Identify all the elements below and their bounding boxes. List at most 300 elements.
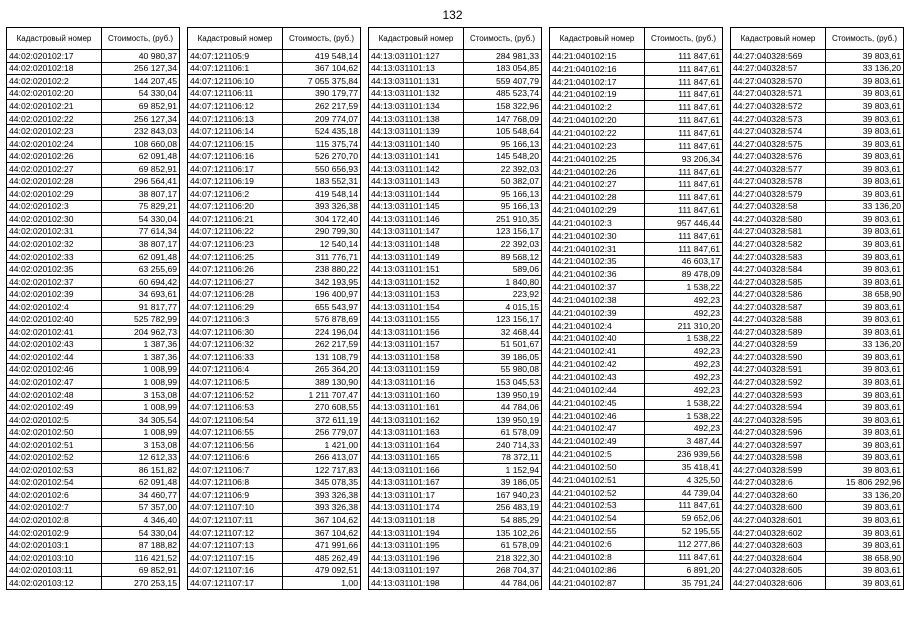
- table-row: [7, 363, 180, 376]
- table-row: [731, 288, 904, 301]
- table-row: [550, 281, 723, 294]
- cadastral-number-cell: 44:21:040102:23: [550, 139, 645, 152]
- cost-cell: 1 008,99: [102, 363, 180, 376]
- cost-cell: 39 803,61: [826, 225, 904, 238]
- table-row: [550, 50, 723, 63]
- table-row: [188, 564, 361, 577]
- cost-cell: 389 130,90: [283, 376, 361, 389]
- cost-cell: 3 487,44: [645, 435, 723, 448]
- table-row: [369, 501, 542, 514]
- table-row: [731, 526, 904, 539]
- table-row: [369, 150, 542, 163]
- cost-cell: 311 776,71: [283, 250, 361, 263]
- table-row: [188, 263, 361, 276]
- cadastral-number-cell: 44:02:020102:37: [7, 275, 102, 288]
- cost-cell: 33 136,20: [826, 62, 904, 75]
- cost-cell: 4 325,50: [645, 473, 723, 486]
- cost-cell: 39 803,61: [826, 188, 904, 201]
- cost-cell: 1 538,22: [645, 409, 723, 422]
- table-row: [550, 319, 723, 332]
- cadastral-number-cell: 44:13:031101:162: [369, 413, 464, 426]
- table-row: [188, 137, 361, 150]
- cadastral-number-cell: 44:13:031101:166: [369, 464, 464, 477]
- cost-cell: 69 852,91: [102, 564, 180, 577]
- cost-cell: 345 078,35: [283, 476, 361, 489]
- cadastral-number-cell: 44:27:040328:572: [731, 100, 826, 113]
- cadastral-number-cell: 44:07:121106:9: [188, 489, 283, 502]
- cost-cell: 78 372,11: [464, 451, 542, 464]
- cost-cell: 262 217,59: [283, 100, 361, 113]
- cadastral-number-cell: 44:07:121107:13: [188, 539, 283, 552]
- table-row: [731, 489, 904, 502]
- table-row: [731, 175, 904, 188]
- cadastral-number-cell: 44:02:020102:41: [7, 326, 102, 339]
- cost-cell: 111 847,61: [645, 62, 723, 75]
- cost-cell: 393 326,38: [283, 200, 361, 213]
- cost-cell: 39 803,61: [826, 413, 904, 426]
- table-row: [369, 576, 542, 589]
- table-row: [550, 550, 723, 563]
- table-row: [550, 114, 723, 127]
- table-row: [550, 512, 723, 525]
- cadastral-number-cell: 44:27:040328:569: [731, 50, 826, 63]
- cadastral-number-cell: 44:27:040328:57: [731, 62, 826, 75]
- cost-cell: 57 357,00: [102, 501, 180, 514]
- table-row: [731, 564, 904, 577]
- cadastral-number-cell: 44:13:031101:154: [369, 300, 464, 313]
- cadastral-number-cell: 44:27:040328:59: [731, 338, 826, 351]
- cost-cell: 479 092,51: [283, 564, 361, 577]
- cost-cell: 1 211 707,47: [283, 388, 361, 401]
- cost-cell: 183 054,85: [464, 62, 542, 75]
- cadastral-number-cell: 44:27:040328:592: [731, 376, 826, 389]
- table-row: [550, 525, 723, 538]
- table-row: [7, 376, 180, 389]
- table-row: [369, 539, 542, 552]
- table-row: [731, 75, 904, 88]
- cost-cell: 105 548,64: [464, 125, 542, 138]
- table-row: [369, 401, 542, 414]
- table-row: [188, 162, 361, 175]
- cost-cell: 139 950,19: [464, 413, 542, 426]
- cadastral-number-header: Кадастровый номер: [550, 28, 645, 50]
- table-row: [550, 486, 723, 499]
- cost-cell: 290 799,30: [283, 225, 361, 238]
- cadastral-number-cell: 44:07:121106:52: [188, 388, 283, 401]
- table-row: [731, 87, 904, 100]
- cadastral-number-cell: 44:21:040102:6: [550, 538, 645, 551]
- cadastral-number-cell: 44:13:031101:145: [369, 200, 464, 213]
- cadastral-number-cell: 44:21:040102:30: [550, 229, 645, 242]
- cost-cell: 218 322,30: [464, 551, 542, 564]
- cadastral-number-cell: 44:07:121106:12: [188, 100, 283, 113]
- cost-cell: 204 962,73: [102, 326, 180, 339]
- cadastral-number-cell: 44:13:031101:134: [369, 100, 464, 113]
- cadastral-number-cell: 44:21:040102:42: [550, 358, 645, 371]
- cadastral-number-cell: 44:07:121106:53: [188, 401, 283, 414]
- table-row: [731, 200, 904, 213]
- table-row: [550, 294, 723, 307]
- cadastral-number-cell: 44:21:040102:86: [550, 563, 645, 576]
- table-row: [731, 162, 904, 175]
- cadastral-number-cell: 44:27:040328:589: [731, 326, 826, 339]
- table-header-row: [369, 28, 542, 50]
- cost-cell: 93 206,34: [645, 152, 723, 165]
- cost-cell: 559 407,79: [464, 75, 542, 88]
- cadastral-number-cell: 44:21:040102:45: [550, 396, 645, 409]
- cost-cell: 38 807,17: [102, 238, 180, 251]
- cadastral-number-cell: 44:02:020102:2: [7, 75, 102, 88]
- table-row: [188, 62, 361, 75]
- cadastral-number-cell: 44:02:020102:6: [7, 489, 102, 502]
- cost-cell: 22 392,03: [464, 238, 542, 251]
- cadastral-number-cell: 44:02:020102:40: [7, 313, 102, 326]
- table-row: [731, 188, 904, 201]
- cadastral-number-cell: 44:21:040102:37: [550, 281, 645, 294]
- cost-cell: 268 704,37: [464, 564, 542, 577]
- table-row: [7, 326, 180, 339]
- cost-cell: 39 803,61: [826, 100, 904, 113]
- cadastral-number-cell: 44:27:040328:594: [731, 401, 826, 414]
- table-row: [369, 376, 542, 389]
- cost-cell: 39 803,61: [826, 50, 904, 63]
- cadastral-number-cell: 44:13:031101:155: [369, 313, 464, 326]
- cost-cell: 39 803,61: [826, 162, 904, 175]
- cost-cell: 39 803,61: [826, 388, 904, 401]
- table-row: [731, 50, 904, 63]
- cost-cell: 419 548,14: [283, 50, 361, 63]
- cost-cell: 112 277,86: [645, 538, 723, 551]
- cost-cell: 108 660,08: [102, 137, 180, 150]
- table-row: [731, 464, 904, 477]
- cadastral-number-cell: 44:13:031101:146: [369, 213, 464, 226]
- cost-cell: 135 102,26: [464, 526, 542, 539]
- cost-cell: 485 523,74: [464, 87, 542, 100]
- table-row: [188, 489, 361, 502]
- cadastral-number-cell: 44:21:040102:25: [550, 152, 645, 165]
- cost-cell: 54 330,04: [102, 526, 180, 539]
- table-row: [188, 501, 361, 514]
- cadastral-number-cell: 44:21:040102:53: [550, 499, 645, 512]
- table-row: [731, 112, 904, 125]
- table-row: [188, 50, 361, 63]
- cost-cell: 39 803,61: [826, 539, 904, 552]
- cadastral-number-cell: 44:02:020102:35: [7, 263, 102, 276]
- cost-cell: 256 127,34: [102, 62, 180, 75]
- cost-cell: 372 611,19: [283, 413, 361, 426]
- table-row: [188, 576, 361, 589]
- table-row: [7, 275, 180, 288]
- table-row: [550, 127, 723, 140]
- cost-cell: 3 153,08: [102, 388, 180, 401]
- table-row: [550, 448, 723, 461]
- cost-cell: 38 658,90: [826, 551, 904, 564]
- cost-cell: 39 803,61: [826, 351, 904, 364]
- table-row: [188, 401, 361, 414]
- table-row: [7, 175, 180, 188]
- cadastral-number-cell: 44:07:121106:16: [188, 150, 283, 163]
- cost-cell: 270 608,55: [283, 401, 361, 414]
- cost-cell: 1 152,94: [464, 464, 542, 477]
- cadastral-number-cell: 44:27:040328:571: [731, 87, 826, 100]
- table-row: [369, 363, 542, 376]
- cost-cell: 111 847,61: [645, 75, 723, 88]
- cadastral-number-cell: 44:21:040102:16: [550, 62, 645, 75]
- cadastral-table-4: [549, 27, 723, 590]
- table-row: [550, 371, 723, 384]
- cost-cell: 54 330,04: [102, 87, 180, 100]
- cost-cell: 111 847,61: [645, 191, 723, 204]
- cadastral-number-cell: 44:02:020102:54: [7, 476, 102, 489]
- table-row: [7, 564, 180, 577]
- cost-cell: 492,23: [645, 371, 723, 384]
- table-row: [369, 100, 542, 113]
- cadastral-number-cell: 44:27:040328:60: [731, 489, 826, 502]
- table-row: [188, 514, 361, 527]
- cost-cell: 111 847,61: [645, 139, 723, 152]
- cadastral-number-cell: 44:07:121105:9: [188, 50, 283, 63]
- cadastral-number-cell: 44:27:040328:606: [731, 576, 826, 589]
- cost-cell: 44 739,04: [645, 486, 723, 499]
- table-row: [731, 213, 904, 226]
- cadastral-number-cell: 44:07:121106:54: [188, 413, 283, 426]
- cost-cell: 367 104,62: [283, 62, 361, 75]
- table-row: [188, 351, 361, 364]
- cost-cell: 34 305,54: [102, 413, 180, 426]
- cadastral-number-cell: 44:21:040102:20: [550, 114, 645, 127]
- table-row: [369, 451, 542, 464]
- cost-cell: 111 847,61: [645, 114, 723, 127]
- cadastral-number-cell: 44:07:121106:56: [188, 438, 283, 451]
- cost-cell: 39 803,61: [826, 175, 904, 188]
- table-row: [7, 238, 180, 251]
- table-row: [7, 551, 180, 564]
- cadastral-number-cell: 44:13:031101:159: [369, 363, 464, 376]
- cost-cell: 223,92: [464, 288, 542, 301]
- cost-cell: 1 421,00: [283, 438, 361, 451]
- cadastral-number-cell: 44:02:020102:26: [7, 150, 102, 163]
- cadastral-number-cell: 44:21:040102:2: [550, 101, 645, 114]
- table-row: [369, 526, 542, 539]
- cost-cell: 1 538,22: [645, 396, 723, 409]
- table-row: [369, 225, 542, 238]
- cost-cell: 144 207,45: [102, 75, 180, 88]
- table-row: [550, 229, 723, 242]
- cadastral-number-cell: 44:02:020102:32: [7, 238, 102, 251]
- cost-cell: 6 891,20: [645, 563, 723, 576]
- table-row: [369, 413, 542, 426]
- cadastral-number-cell: 44:13:031101:160: [369, 388, 464, 401]
- cadastral-number-cell: 44:07:121106:22: [188, 225, 283, 238]
- cadastral-number-cell: 44:21:040102:87: [550, 576, 645, 589]
- table-row: [731, 263, 904, 276]
- cost-cell: 111 847,61: [645, 88, 723, 101]
- table-row: [550, 435, 723, 448]
- cadastral-number-cell: 44:27:040328:600: [731, 501, 826, 514]
- cadastral-number-cell: 44:13:031101:140: [369, 137, 464, 150]
- cost-cell: 39 803,61: [826, 137, 904, 150]
- table-row: [188, 539, 361, 552]
- table-row: [369, 338, 542, 351]
- cadastral-number-cell: 44:21:040102:28: [550, 191, 645, 204]
- table-row: [7, 426, 180, 439]
- cost-cell: 576 878,69: [283, 313, 361, 326]
- cadastral-number-cell: 44:07:121106:5: [188, 376, 283, 389]
- cost-cell: 111 847,61: [645, 242, 723, 255]
- table-row: [550, 345, 723, 358]
- cadastral-number-cell: 44:07:121107:11: [188, 514, 283, 527]
- cadastral-number-cell: 44:02:020102:22: [7, 112, 102, 125]
- table-row: [188, 213, 361, 226]
- table-row: [188, 112, 361, 125]
- cost-cell: 60 694,42: [102, 275, 180, 288]
- table-row: [731, 451, 904, 464]
- cost-cell: 95 166,13: [464, 200, 542, 213]
- cadastral-number-cell: 44:02:020102:28: [7, 175, 102, 188]
- cadastral-number-cell: 44:13:031101:198: [369, 576, 464, 589]
- table-row: [7, 50, 180, 63]
- table-row: [188, 438, 361, 451]
- table-row: [188, 338, 361, 351]
- table-row: [188, 476, 361, 489]
- cost-cell: 1 008,99: [102, 426, 180, 439]
- cost-cell: 54 885,29: [464, 514, 542, 527]
- table-row: [369, 62, 542, 75]
- cadastral-number-cell: 44:07:121106:28: [188, 288, 283, 301]
- cadastral-number-cell: 44:27:040328:583: [731, 250, 826, 263]
- cadastral-number-cell: 44:27:040328:580: [731, 213, 826, 226]
- table-header-row: [731, 28, 904, 50]
- cost-cell: 44 784,06: [464, 401, 542, 414]
- cadastral-number-cell: 44:07:121106:10: [188, 75, 283, 88]
- cost-cell: 69 852,91: [102, 162, 180, 175]
- cadastral-number-cell: 44:02:020102:44: [7, 351, 102, 364]
- table-row: [7, 501, 180, 514]
- table-row: [731, 401, 904, 414]
- table-row: [369, 426, 542, 439]
- cost-cell: 44 784,06: [464, 576, 542, 589]
- cost-cell: 122 717,83: [283, 464, 361, 477]
- cost-cell: 38 658,90: [826, 288, 904, 301]
- cadastral-number-cell: 44:13:031101:167: [369, 476, 464, 489]
- cost-cell: 55 980,08: [464, 363, 542, 376]
- cost-cell: 77 614,34: [102, 225, 180, 238]
- cadastral-number-cell: 44:21:040102:38: [550, 294, 645, 307]
- cadastral-number-cell: 44:07:121107:12: [188, 526, 283, 539]
- table-row: [731, 438, 904, 451]
- cadastral-number-cell: 44:21:040102:27: [550, 178, 645, 191]
- cadastral-number-cell: 44:13:031101:153: [369, 288, 464, 301]
- cadastral-number-header: Кадастровый номер: [7, 28, 102, 50]
- cost-cell: 33 136,20: [826, 338, 904, 351]
- cadastral-number-cell: 44:13:031101:144: [369, 188, 464, 201]
- table-row: [7, 489, 180, 502]
- cadastral-table-1: [6, 27, 180, 590]
- table-row: [7, 514, 180, 527]
- cadastral-number-cell: 44:02:020102:33: [7, 250, 102, 263]
- table-row: [550, 216, 723, 229]
- table-row: [188, 275, 361, 288]
- cost-cell: 39 803,61: [826, 313, 904, 326]
- cadastral-number-cell: 44:27:040328:595: [731, 413, 826, 426]
- cost-cell: 62 091,48: [102, 476, 180, 489]
- cadastral-number-cell: 44:02:020103:1: [7, 539, 102, 552]
- cadastral-number-cell: 44:07:121106:20: [188, 200, 283, 213]
- cadastral-number-cell: 44:21:040102:41: [550, 345, 645, 358]
- table-row: [188, 125, 361, 138]
- table-row: [369, 188, 542, 201]
- table-row: [369, 551, 542, 564]
- cost-cell: 1 008,99: [102, 376, 180, 389]
- cadastral-number-cell: 44:13:031101:127: [369, 50, 464, 63]
- cost-cell: 62 091,48: [102, 150, 180, 163]
- cost-cell: 61 578,09: [464, 426, 542, 439]
- table-header-row: [550, 28, 723, 50]
- cadastral-number-cell: 44:02:020102:51: [7, 438, 102, 451]
- cadastral-number-cell: 44:02:020102:5: [7, 413, 102, 426]
- table-row: [550, 473, 723, 486]
- cost-cell: 111 847,61: [645, 499, 723, 512]
- cost-cell: 39 803,61: [826, 451, 904, 464]
- cost-cell: 139 950,19: [464, 388, 542, 401]
- cadastral-number-cell: 44:07:121106:13: [188, 112, 283, 125]
- table-row: [550, 242, 723, 255]
- cost-cell: 265 364,20: [283, 363, 361, 376]
- cadastral-number-cell: 44:02:020102:23: [7, 125, 102, 138]
- cadastral-number-cell: 44:27:040328:587: [731, 300, 826, 313]
- table-row: [550, 383, 723, 396]
- cadastral-number-cell: 44:07:121106:8: [188, 476, 283, 489]
- cost-cell: 39 803,61: [826, 464, 904, 477]
- cost-cell: 419 548,14: [283, 188, 361, 201]
- tables-container: [6, 27, 901, 590]
- table-row: [369, 112, 542, 125]
- table-row: [7, 576, 180, 589]
- cadastral-number-cell: 44:13:031101:195: [369, 539, 464, 552]
- table-row: [188, 238, 361, 251]
- table-row: [550, 139, 723, 152]
- cadastral-number-cell: 44:07:121106:21: [188, 213, 283, 226]
- cadastral-number-cell: 44:07:121106:2: [188, 188, 283, 201]
- table-row: [369, 175, 542, 188]
- cost-cell: 54 330,04: [102, 213, 180, 226]
- cost-cell: 492,23: [645, 422, 723, 435]
- table-row: [369, 388, 542, 401]
- cadastral-number-cell: 44:21:040102:51: [550, 473, 645, 486]
- cadastral-number-cell: 44:27:040328:584: [731, 263, 826, 276]
- table-row: [731, 300, 904, 313]
- table-row: [550, 306, 723, 319]
- cost-cell: 39 186,05: [464, 476, 542, 489]
- table-row: [550, 563, 723, 576]
- cadastral-number-cell: 44:07:121106:32: [188, 338, 283, 351]
- cadastral-number-cell: 44:21:040102:43: [550, 371, 645, 384]
- cost-cell: 89 478,09: [645, 268, 723, 281]
- cadastral-number-cell: 44:27:040328:575: [731, 137, 826, 150]
- cost-cell: 12 540,14: [283, 238, 361, 251]
- cadastral-number-cell: 44:02:020102:29: [7, 188, 102, 201]
- table-row: [7, 87, 180, 100]
- cost-cell: 236 939,56: [645, 448, 723, 461]
- table-row: [550, 576, 723, 589]
- cadastral-number-cell: 44:21:040102:39: [550, 306, 645, 319]
- table-row: [550, 332, 723, 345]
- table-row: [7, 451, 180, 464]
- cost-cell: 33 136,20: [826, 489, 904, 502]
- cadastral-number-cell: 44:07:121107:10: [188, 501, 283, 514]
- cost-cell: 4 346,40: [102, 514, 180, 527]
- cost-cell: 224 196,04: [283, 326, 361, 339]
